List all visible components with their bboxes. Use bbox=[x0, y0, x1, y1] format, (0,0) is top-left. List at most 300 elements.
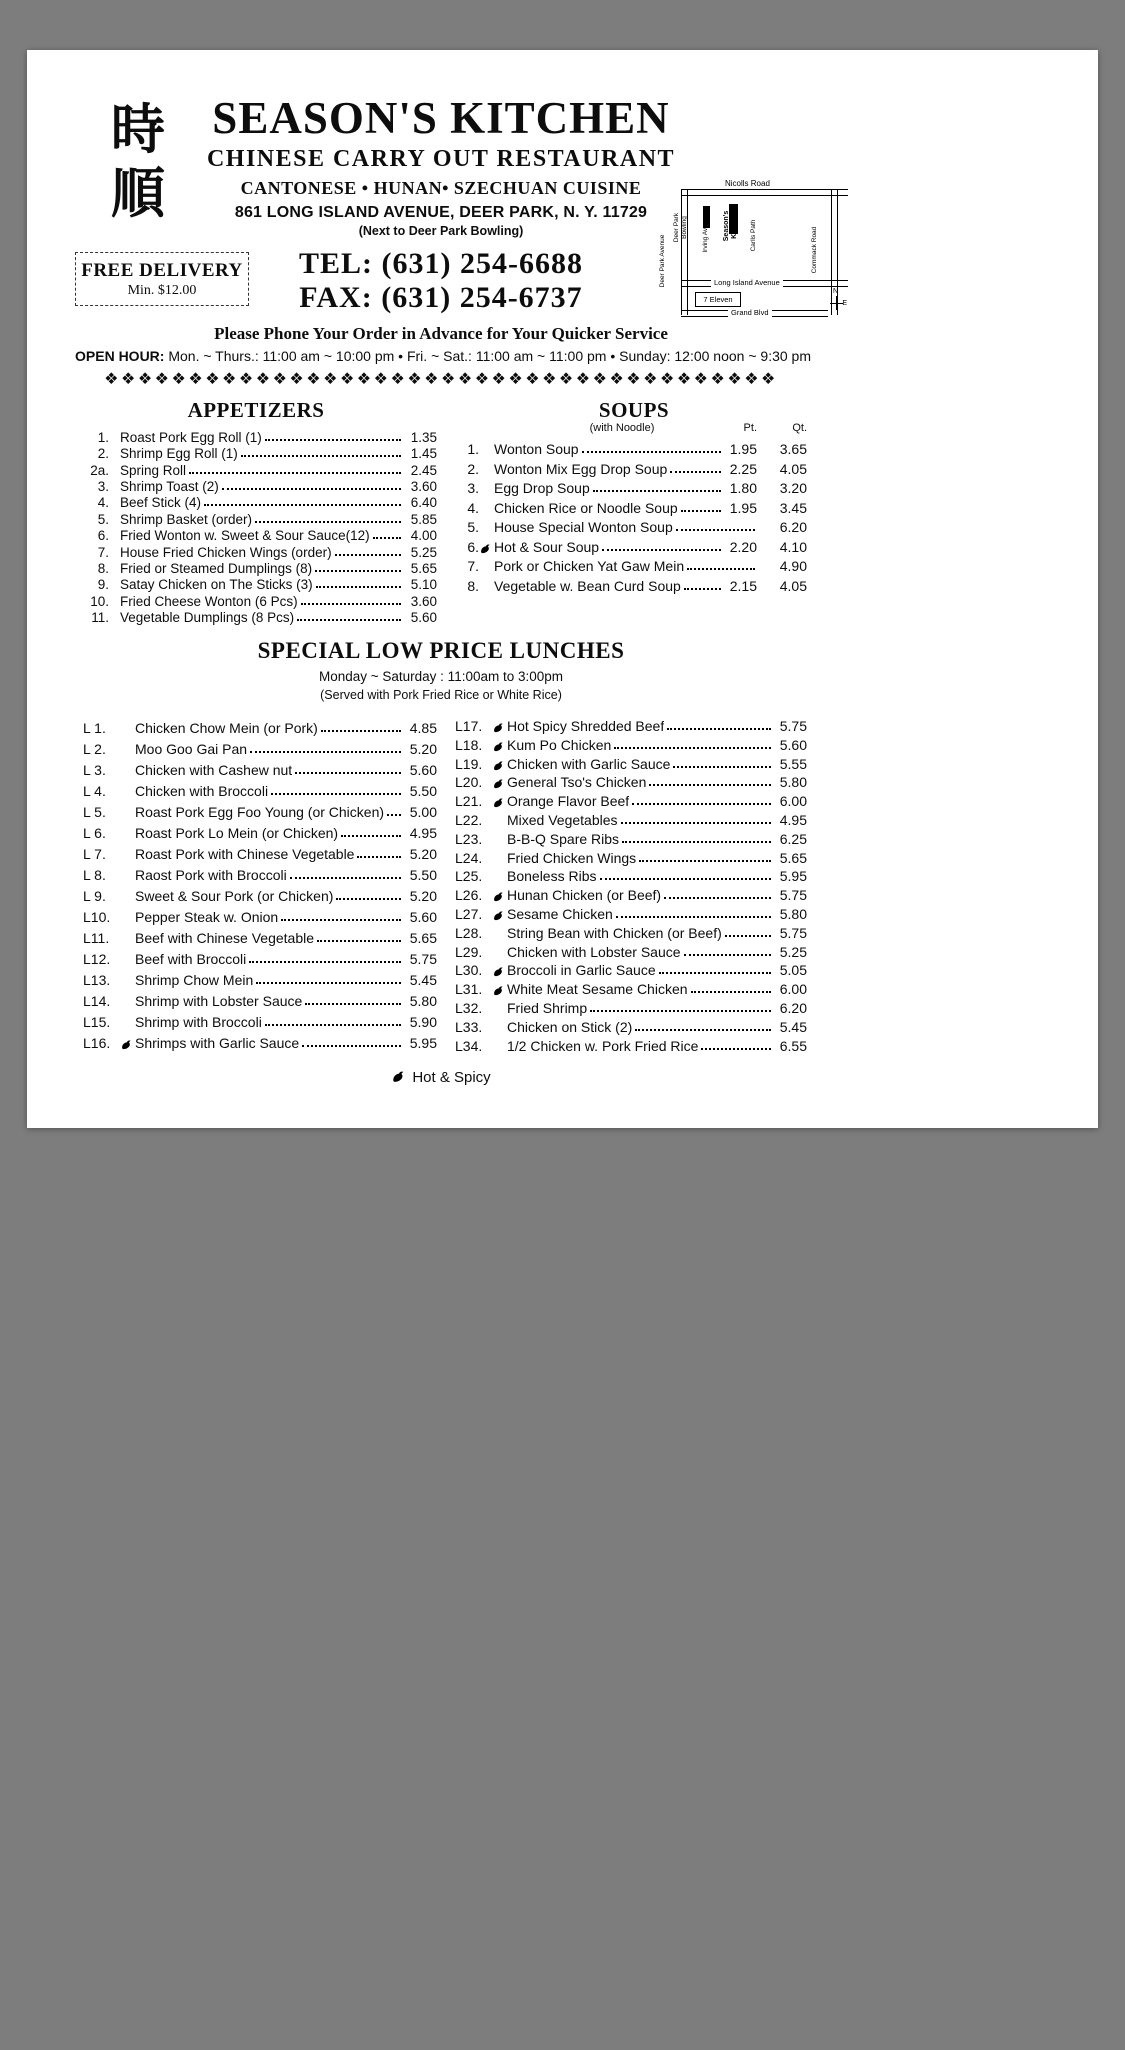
dotted-leader bbox=[317, 940, 401, 942]
menu-item-row bbox=[75, 609, 437, 625]
item-name: Satay Chicken on The Sticks (3) bbox=[120, 577, 313, 593]
item-name: B-B-Q Spare Ribs bbox=[507, 831, 620, 847]
dotted-leader bbox=[290, 877, 401, 879]
map-label-long-island-avenue: Long Island Avenue bbox=[711, 279, 783, 287]
chinese-char-top: 時 bbox=[111, 98, 165, 161]
item-price: 4.00 bbox=[410, 528, 437, 544]
item-price: 3.60 bbox=[410, 593, 437, 609]
menu-item-row bbox=[75, 904, 437, 925]
item-price: 5.95 bbox=[409, 1035, 437, 1052]
item-number: L32. bbox=[455, 999, 483, 1016]
hot-spicy-icon bbox=[492, 798, 507, 809]
hot-spicy-legend bbox=[75, 1070, 807, 1086]
item-number: 11. bbox=[91, 610, 109, 626]
item-number: 6. bbox=[97, 528, 109, 544]
item-price: 5.20 bbox=[409, 846, 437, 863]
item-name: Vegetable w. Bean Curd Soup bbox=[494, 578, 681, 594]
item-price: 5.80 bbox=[779, 774, 807, 791]
qt-price: 3.20 bbox=[779, 480, 807, 496]
hot-spicy-icon bbox=[479, 544, 494, 555]
menu-item-row bbox=[75, 988, 437, 1009]
item-price: 5.05 bbox=[779, 962, 807, 979]
menu-item-row bbox=[455, 903, 807, 922]
dotted-leader bbox=[676, 529, 755, 531]
dotted-leader bbox=[321, 730, 401, 732]
item-price: 5.75 bbox=[409, 951, 437, 968]
qt-price: 6.20 bbox=[779, 519, 807, 535]
pt-price: 1.95 bbox=[729, 499, 757, 516]
menu-item-row bbox=[461, 496, 807, 516]
restaurant-title: SEASON'S KITCHEN bbox=[212, 93, 670, 143]
menu-item-row bbox=[75, 946, 437, 967]
item-price: 6.40 bbox=[410, 495, 437, 511]
item-name: Hot Spicy Shredded Beef bbox=[507, 718, 665, 734]
item-name: Fried Wonton w. Sweet & Sour Sauce(12) bbox=[120, 528, 370, 544]
menu-item-row bbox=[75, 429, 437, 445]
dotted-leader bbox=[265, 439, 401, 441]
menu-page bbox=[27, 50, 1098, 1128]
hot-spicy-icon bbox=[120, 1040, 135, 1051]
menu-item-row bbox=[455, 884, 807, 903]
item-price: 5.25 bbox=[779, 943, 807, 960]
item-name: Chicken Rice or Noodle Soup bbox=[494, 500, 678, 516]
item-price: 5.80 bbox=[779, 905, 807, 922]
menu-item-row bbox=[75, 560, 437, 576]
menu-item-row bbox=[75, 799, 437, 820]
item-name: House Fried Chicken Wings (order) bbox=[120, 544, 332, 560]
item-number: 1. bbox=[467, 441, 479, 457]
menu-item-row bbox=[75, 715, 437, 736]
item-number: L 2. bbox=[83, 741, 106, 758]
item-name: Moo Goo Gai Pan bbox=[135, 742, 248, 758]
hot-spicy-icon bbox=[492, 892, 507, 903]
menu-item-row bbox=[75, 592, 437, 608]
item-number: L29. bbox=[455, 943, 483, 960]
item-number: 2a. bbox=[90, 462, 109, 478]
item-price: 5.95 bbox=[779, 868, 807, 885]
decorative-diamond-divider: ❖❖❖❖❖❖❖❖❖❖❖❖❖❖❖❖❖❖❖❖❖❖❖❖❖❖❖❖❖❖❖❖❖❖❖❖❖❖❖❖ bbox=[104, 368, 778, 388]
item-price: 3.60 bbox=[410, 479, 437, 495]
item-name: Pork or Chicken Yat Gaw Mein bbox=[494, 559, 685, 574]
item-name: Wonton Mix Egg Drop Soup bbox=[494, 461, 668, 477]
item-name: Wonton Soup bbox=[494, 442, 579, 457]
item-number: L 4. bbox=[83, 783, 106, 800]
item-price: 1.35 bbox=[410, 429, 437, 445]
menu-item-row bbox=[75, 461, 437, 477]
menu-item-row bbox=[461, 535, 807, 555]
map-label-carlls-path: Carlls Path bbox=[750, 219, 757, 252]
item-number: L25. bbox=[455, 868, 483, 885]
item-price: 5.10 bbox=[410, 577, 437, 593]
item-price: 5.45 bbox=[779, 1018, 807, 1035]
dotted-leader bbox=[301, 603, 401, 605]
item-name: Boneless Ribs bbox=[507, 869, 597, 885]
dotted-leader bbox=[250, 751, 401, 753]
item-name: Roast Pork Egg Foo Young (or Chicken) bbox=[135, 805, 385, 821]
dotted-leader bbox=[639, 860, 771, 862]
item-price: 5.65 bbox=[779, 849, 807, 866]
pt-price: 2.15 bbox=[729, 577, 757, 594]
item-price: 6.20 bbox=[779, 999, 807, 1016]
item-price: 5.60 bbox=[409, 762, 437, 779]
location-map bbox=[653, 180, 848, 322]
pt-price: 2.25 bbox=[729, 460, 757, 477]
lunch-left-column bbox=[75, 715, 437, 1053]
qt-price: 4.05 bbox=[779, 460, 807, 477]
item-number: 2. bbox=[97, 446, 109, 462]
menu-item-row bbox=[455, 790, 807, 809]
menu-item-row bbox=[75, 883, 437, 904]
item-price: 6.00 bbox=[779, 793, 807, 810]
item-price: 5.65 bbox=[410, 561, 437, 577]
item-number: L11. bbox=[83, 930, 110, 947]
item-price: 5.25 bbox=[410, 544, 437, 560]
menu-item-row bbox=[75, 778, 437, 799]
dotted-leader bbox=[664, 897, 771, 899]
lunch-note: (Served with Pork Fried Rice or White Rice) bbox=[320, 688, 562, 703]
map-label-nicolls-road: Nicolls Road bbox=[725, 179, 770, 188]
item-price: 5.00 bbox=[409, 804, 437, 821]
dotted-leader bbox=[602, 549, 721, 551]
dotted-leader bbox=[635, 1029, 771, 1031]
map-compass-icon bbox=[828, 288, 846, 314]
item-price: 6.25 bbox=[779, 830, 807, 847]
item-name: String Bean with Chicken (or Beef) bbox=[507, 925, 722, 941]
dotted-leader bbox=[241, 455, 401, 457]
menu-item-row bbox=[455, 1035, 807, 1054]
menu-item-row bbox=[75, 494, 437, 510]
dotted-leader bbox=[614, 747, 771, 749]
menu-item-row bbox=[75, 736, 437, 757]
item-price: 5.50 bbox=[409, 783, 437, 800]
menu-item-row bbox=[461, 457, 807, 477]
dotted-leader bbox=[632, 803, 771, 805]
dotted-leader bbox=[622, 841, 771, 843]
item-name: 1/2 Chicken w. Pork Fried Rice bbox=[507, 1038, 699, 1054]
menu-item-row bbox=[455, 997, 807, 1016]
dotted-leader bbox=[357, 856, 401, 858]
hot-spicy-icon bbox=[492, 761, 507, 772]
menu-item-row bbox=[75, 1030, 437, 1051]
item-number: L15. bbox=[83, 1014, 111, 1031]
dotted-leader bbox=[305, 1003, 401, 1005]
item-price: 4.85 bbox=[409, 720, 437, 737]
item-number: 5. bbox=[467, 519, 479, 535]
menu-item-row bbox=[461, 477, 807, 497]
item-number: L 1. bbox=[83, 720, 106, 737]
item-number: L27. bbox=[455, 905, 483, 922]
cuisine-line: CANTONESE • HUNAN• SZECHUAN CUISINE bbox=[240, 178, 642, 198]
item-name: Shrimps with Garlic Sauce bbox=[135, 1036, 300, 1052]
menu-item-row bbox=[455, 772, 807, 791]
item-name: Chicken Chow Mein (or Pork) bbox=[135, 721, 318, 737]
item-number: L20. bbox=[455, 774, 483, 791]
menu-item-row bbox=[455, 753, 807, 772]
soups-subheader bbox=[461, 422, 807, 434]
dotted-leader bbox=[687, 568, 755, 570]
dotted-leader bbox=[590, 1010, 771, 1012]
soups-subtitle: (with Noodle) bbox=[589, 421, 655, 434]
map-road-nicolls bbox=[681, 189, 848, 196]
item-price: 1.45 bbox=[410, 446, 437, 462]
phone-advance-note: Please Phone Your Order in Advance for Your Quicker Service bbox=[214, 323, 668, 343]
dotted-leader bbox=[373, 537, 401, 539]
compass-horizontal-line bbox=[830, 303, 843, 304]
menu-item-row bbox=[461, 574, 807, 594]
item-number: L28. bbox=[455, 924, 483, 941]
item-number: L23. bbox=[455, 830, 483, 847]
dotted-leader bbox=[315, 570, 401, 572]
item-name: Beef with Broccoli bbox=[135, 952, 247, 968]
item-number: 7. bbox=[97, 544, 109, 560]
menu-item-row bbox=[455, 978, 807, 997]
item-number: L26. bbox=[455, 887, 483, 904]
menu-item-row bbox=[75, 527, 437, 543]
item-price: 5.65 bbox=[409, 930, 437, 947]
item-name: Beef with Chinese Vegetable bbox=[135, 931, 315, 947]
hot-spicy-icon bbox=[492, 742, 507, 753]
item-name: Fried Cheese Wonton (6 Pcs) bbox=[120, 593, 298, 609]
map-label-deer-park-bowling: Deer Park Bowling bbox=[673, 212, 688, 243]
menu-item-row bbox=[75, 757, 437, 778]
item-name: Chicken on Stick (2) bbox=[507, 1019, 633, 1035]
menu-item-row bbox=[455, 847, 807, 866]
dotted-leader bbox=[659, 972, 771, 974]
address-note: (Next to Deer Park Bowling) bbox=[358, 224, 524, 238]
item-number: L14. bbox=[83, 993, 111, 1010]
hot-spicy-legend-text: Hot & Spicy bbox=[412, 1068, 491, 1086]
item-price: 5.60 bbox=[779, 736, 807, 753]
appetizers-soups-columns bbox=[75, 399, 807, 626]
qt-price: 4.05 bbox=[779, 577, 807, 594]
menu-item-row bbox=[455, 715, 807, 734]
item-number: L31. bbox=[455, 981, 483, 998]
item-name: Chicken with Garlic Sauce bbox=[507, 756, 671, 772]
dotted-leader bbox=[256, 982, 401, 984]
item-name: Broccoli in Garlic Sauce bbox=[507, 963, 656, 979]
dotted-leader bbox=[582, 451, 721, 453]
free-delivery-minimum: Min. $12.00 bbox=[127, 282, 197, 298]
menu-item-row bbox=[455, 828, 807, 847]
item-name: Chicken with Lobster Sauce bbox=[507, 944, 681, 960]
item-price: 5.60 bbox=[410, 610, 437, 626]
item-number: L 8. bbox=[83, 867, 106, 884]
tel-number: TEL: (631) 254-6688 bbox=[299, 246, 583, 280]
compass-east-label: E bbox=[842, 300, 847, 307]
hot-spicy-icon bbox=[492, 986, 507, 997]
menu-item-row bbox=[75, 967, 437, 988]
map-label-deer-park-avenue: Deer Park Avenue bbox=[659, 234, 666, 288]
open-hours-value: Mon. ~ Thurs.: 11:00 am ~ 10:00 pm • Fri. ~ Sat.: 11:00 am ~ 11:00 pm • Sunday: 12:00 noon ~ 9:30 pm bbox=[164, 347, 811, 364]
compass-north-label: N bbox=[833, 288, 839, 295]
item-number: 2. bbox=[467, 460, 479, 477]
dotted-leader bbox=[387, 814, 401, 816]
item-number: 4. bbox=[467, 499, 479, 516]
item-number: 3. bbox=[97, 479, 109, 495]
dotted-leader bbox=[249, 961, 401, 963]
item-name: General Tso's Chicken bbox=[507, 775, 647, 791]
dotted-leader bbox=[725, 935, 771, 937]
item-price: 5.80 bbox=[409, 993, 437, 1010]
map-label-grand-blvd: Grand Blvd bbox=[728, 309, 772, 317]
menu-item-row bbox=[455, 941, 807, 960]
item-number: L 3. bbox=[83, 762, 106, 779]
dotted-leader bbox=[684, 588, 721, 590]
dotted-leader bbox=[189, 472, 401, 474]
menu-item-row bbox=[75, 543, 437, 559]
item-number: 3. bbox=[467, 480, 479, 496]
dotted-leader bbox=[335, 554, 401, 556]
appetizers-section bbox=[75, 399, 437, 626]
item-number: L13. bbox=[83, 972, 111, 989]
dotted-leader bbox=[681, 510, 721, 512]
item-number: 8. bbox=[97, 561, 109, 577]
chinese-logo bbox=[111, 98, 165, 226]
item-name: Hot & Sour Soup bbox=[494, 539, 600, 555]
item-number: L18. bbox=[455, 736, 483, 753]
item-price: 2.45 bbox=[410, 462, 437, 478]
appetizers-title: APPETIZERS bbox=[187, 397, 325, 422]
item-number: L12. bbox=[83, 951, 111, 968]
item-number: 4. bbox=[97, 495, 109, 511]
dotted-leader bbox=[600, 878, 772, 880]
item-name: Roast Pork Egg Roll (1) bbox=[120, 429, 262, 445]
menu-item-row bbox=[455, 809, 807, 828]
menu-item-row bbox=[455, 866, 807, 885]
item-name: Vegetable Dumplings (8 Pcs) bbox=[120, 610, 295, 626]
item-name: White Meat Sesame Chicken bbox=[507, 982, 688, 998]
item-price: 5.75 bbox=[779, 887, 807, 904]
dotted-leader bbox=[297, 619, 401, 621]
item-name: Shrimp Toast (2) bbox=[120, 479, 219, 495]
qt-price: 3.65 bbox=[779, 441, 807, 457]
pt-price: 1.80 bbox=[729, 480, 757, 496]
dotted-leader bbox=[302, 1045, 401, 1047]
item-price: 5.55 bbox=[779, 755, 807, 772]
menu-item-row bbox=[461, 438, 807, 458]
menu-item-row bbox=[75, 925, 437, 946]
menu-item-row bbox=[461, 516, 807, 536]
hot-spicy-icon bbox=[492, 779, 507, 790]
menu-item-row bbox=[75, 841, 437, 862]
qt-price: 4.10 bbox=[779, 538, 807, 555]
appetizers-list bbox=[75, 429, 437, 626]
dotted-leader bbox=[336, 898, 401, 900]
item-name: Fried Chicken Wings bbox=[507, 850, 637, 866]
item-name: Pepper Steak w. Onion bbox=[135, 910, 279, 926]
item-name: Chicken with Cashew nut bbox=[135, 763, 293, 779]
item-price: 5.50 bbox=[409, 867, 437, 884]
menu-item-row bbox=[455, 1016, 807, 1035]
item-name: Roast Pork Lo Mein (or Chicken) bbox=[135, 826, 339, 842]
dotted-leader bbox=[281, 919, 401, 921]
item-name: Sweet & Sour Pork (or Chicken) bbox=[135, 889, 334, 905]
soups-title: SOUPS bbox=[598, 397, 670, 422]
item-name: Shrimp with Lobster Sauce bbox=[135, 994, 303, 1010]
menu-item-row bbox=[455, 734, 807, 753]
item-number: L24. bbox=[455, 849, 483, 866]
lunch-right-column bbox=[455, 715, 807, 1053]
pt-price: 1.95 bbox=[729, 441, 757, 457]
item-name: Kum Po Chicken bbox=[507, 737, 612, 753]
item-number: L 7. bbox=[83, 846, 106, 863]
item-price: 5.75 bbox=[779, 924, 807, 941]
item-name: House Special Wonton Soup bbox=[494, 520, 673, 535]
lunch-title: SPECIAL LOW PRICE LUNCHES bbox=[257, 638, 625, 664]
item-name: Mixed Vegetables bbox=[507, 812, 618, 828]
item-number: L10. bbox=[83, 909, 111, 926]
soups-section bbox=[461, 399, 807, 626]
item-name: Orange Flavor Beef bbox=[507, 794, 630, 810]
item-number: 10. bbox=[90, 593, 109, 609]
menu-item-row bbox=[455, 960, 807, 979]
pt-price: 2.20 bbox=[729, 538, 757, 555]
hot-spicy-icon bbox=[492, 723, 507, 734]
hot-spicy-icon bbox=[492, 967, 507, 978]
qt-price: 3.45 bbox=[779, 499, 807, 516]
open-hours-label: OPEN HOUR: bbox=[75, 347, 165, 364]
restaurant-subtitle: CHINESE CARRY OUT RESTAURANT bbox=[206, 146, 676, 172]
dotted-leader bbox=[271, 793, 401, 795]
item-price: 5.75 bbox=[779, 717, 807, 734]
menu-item-row bbox=[75, 576, 437, 592]
item-price: 5.45 bbox=[409, 972, 437, 989]
item-name: Hunan Chicken (or Beef) bbox=[507, 888, 662, 904]
dotted-leader bbox=[701, 1048, 771, 1050]
address-line: 861 LONG ISLAND AVENUE, DEER PARK, N. Y. 11729 bbox=[234, 204, 648, 221]
lunch-columns bbox=[75, 715, 807, 1053]
item-number: 6. bbox=[467, 538, 479, 555]
item-name: Fried or Steamed Dumplings (8) bbox=[120, 561, 313, 577]
lunch-section bbox=[75, 639, 807, 1053]
menu-item-row bbox=[75, 445, 437, 461]
menu-item-row bbox=[75, 478, 437, 494]
item-name: Roast Pork with Chinese Vegetable bbox=[135, 847, 355, 863]
item-name: Raost Pork with Broccoli bbox=[135, 868, 287, 884]
item-number: L33. bbox=[455, 1018, 483, 1035]
item-name: Beef Stick (4) bbox=[120, 495, 202, 511]
dotted-leader bbox=[667, 728, 771, 730]
item-number: 8. bbox=[467, 577, 479, 594]
menu-item-row bbox=[75, 1009, 437, 1030]
dotted-leader bbox=[265, 1024, 401, 1026]
dotted-leader bbox=[649, 784, 771, 786]
item-name: Shrimp Basket (order) bbox=[120, 511, 253, 527]
map-label-irving-ave: Irving Ave. bbox=[702, 222, 709, 253]
item-name: Spring Roll bbox=[120, 462, 187, 478]
hot-spicy-icon bbox=[492, 911, 507, 922]
item-price: 5.90 bbox=[409, 1014, 437, 1031]
item-number: L17. bbox=[455, 717, 483, 734]
hot-spicy-icon bbox=[391, 1071, 408, 1084]
dotted-leader bbox=[616, 916, 771, 918]
item-number: 5. bbox=[97, 511, 109, 527]
item-price: 5.20 bbox=[409, 741, 437, 758]
item-name: Shrimp Egg Roll (1) bbox=[120, 446, 238, 462]
dotted-leader bbox=[204, 504, 401, 506]
free-delivery-title: FREE DELIVERY bbox=[81, 259, 243, 281]
fax-number: FAX: (631) 254-6737 bbox=[299, 280, 583, 314]
dotted-leader bbox=[670, 471, 721, 473]
item-name: Egg Drop Soup bbox=[494, 481, 590, 496]
item-name: Chicken with Broccoli bbox=[135, 784, 269, 800]
item-price: 5.85 bbox=[410, 511, 437, 527]
menu-header bbox=[75, 93, 847, 389]
menu-item-row bbox=[455, 922, 807, 941]
free-delivery-box bbox=[75, 252, 249, 306]
dotted-leader bbox=[684, 954, 771, 956]
pt-column-header: Pt. bbox=[743, 421, 757, 434]
